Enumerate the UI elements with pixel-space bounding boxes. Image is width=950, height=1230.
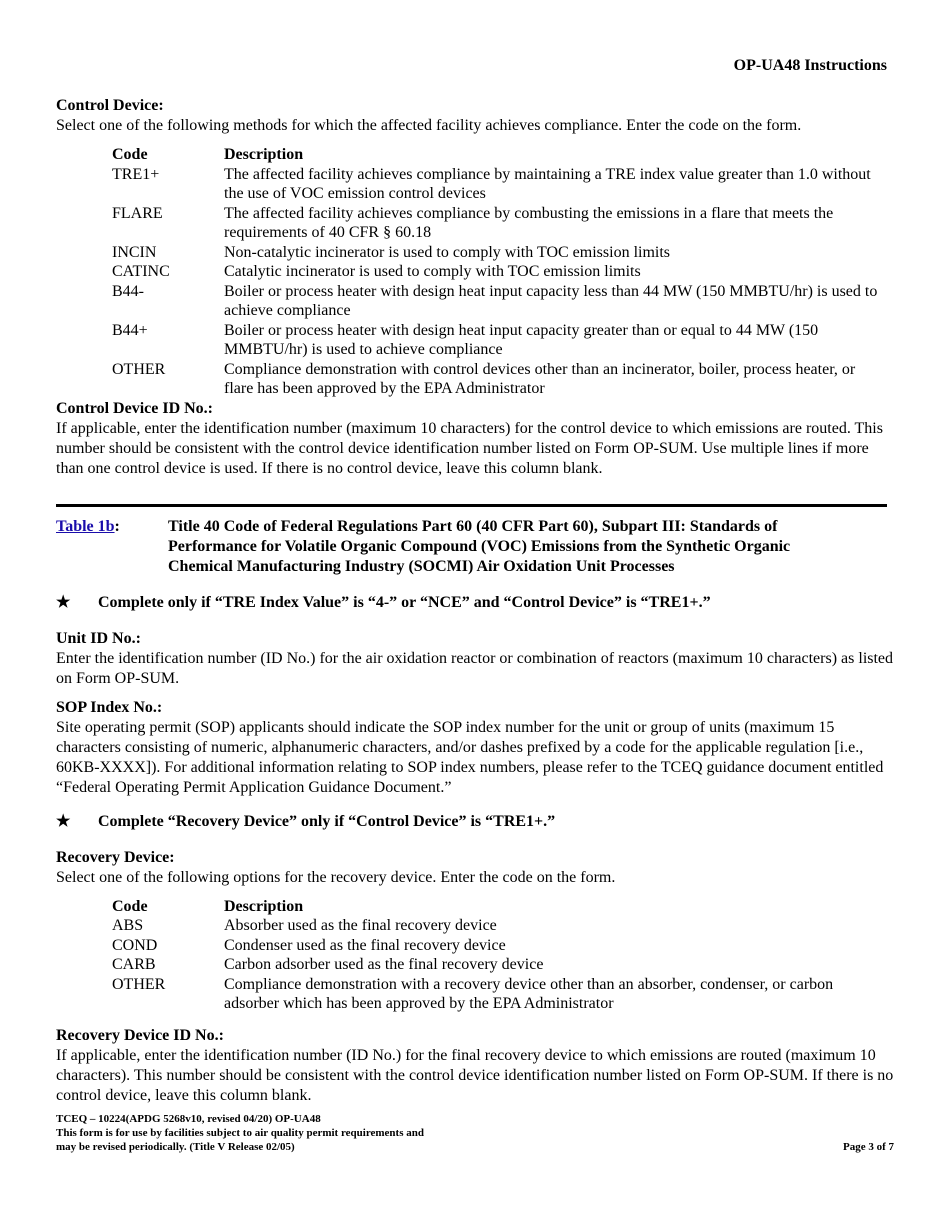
table-row	[112, 204, 886, 243]
code-cell: ABS	[112, 917, 144, 934]
table-row	[112, 321, 886, 360]
page-footer	[56, 1112, 894, 1154]
unit-id-heading: Unit ID No.:	[56, 629, 141, 647]
code-cell: OTHER	[112, 360, 166, 378]
code-cell: OTHER	[112, 975, 166, 993]
description-cell: Compliance demonstration with control devices other than an incinerator, boiler, process heater, or flare has been approved by the EPA Administrator	[224, 360, 856, 397]
recovery-device-heading: Recovery Device:	[56, 848, 175, 866]
recovery-device-code-table	[112, 897, 886, 1014]
description-cell: Absorber used as the final recovery device	[224, 917, 497, 934]
description-cell: Condenser used as the final recovery device	[224, 936, 506, 954]
description-cell: The affected facility achieves compliance by maintaining a TRE index value greater than 1.0 without the use of VOC emission control devices	[224, 165, 871, 202]
page-header-title: OP-UA48 Instructions	[733, 57, 887, 74]
instruction-note-text: Complete “Recovery Device” only if “Control Device” is “TRE1+.”	[98, 812, 556, 830]
code-column-header: Code	[112, 897, 148, 915]
table-row	[112, 165, 886, 204]
instruction-note	[56, 812, 894, 832]
description-cell: Catalytic incinerator is used to comply with TOC emission limits	[224, 263, 641, 280]
page-number: Page 3 of 7	[842, 1141, 894, 1153]
footer-notice-line-1: This form is for use by facilities subject to air quality permit requirements and	[56, 1127, 424, 1139]
description-cell: Boiler or process heater with design heat input capacity less than 44 MW (150 MMBTU/hr) is used to achieve compliance	[224, 282, 878, 319]
code-cell: INCIN	[112, 243, 157, 261]
description-column-header: Description	[224, 897, 304, 915]
table-row	[112, 916, 886, 936]
description-cell: Compliance demonstration with a recovery device other than an absorber, condenser, or carbon adsorber which has been approved by the EPA Administrator	[224, 975, 834, 1012]
table-1b-colon: :	[114, 517, 120, 535]
code-cell: B44-	[112, 282, 144, 300]
recovery-device-intro: Select one of the following options for the recovery device. Enter the code on the form.	[56, 868, 616, 886]
control-device-intro: Select one of the following methods for which the affected facility achieves compliance. Enter the code on the form.	[56, 117, 802, 134]
control-device-id-text: If applicable, enter the identification number (maximum 10 characters) for the control device to which emissions are routed. This number should be consistent with the control device identification number listed on Form OP-SUM. Use multiple lines if more than one control device is used. If there is no control device, leave this column blank.	[56, 419, 883, 477]
sop-index-text: Site operating permit (SOP) applicants should indicate the SOP index number for the unit or group of units (maximum 15 characters consisting of numeric, alphanumeric characters, and/or dashes prefixed by a code for the applicable regulation [i.e., 60KB-XXXX]). For additional information relating to SOP index numbers, please refer to the TCEQ guidance document entitled “Federal Operating Permit Application Guidance Document.”	[56, 718, 884, 796]
code-cell: CATINC	[112, 263, 170, 280]
table-row	[112, 955, 886, 975]
star-icon: ★	[56, 812, 71, 830]
table-row	[112, 975, 886, 1014]
code-cell: B44+	[112, 321, 148, 339]
control-device-heading: Control Device:	[56, 97, 164, 114]
description-cell: Carbon adsorber used as the final recovery device	[224, 956, 544, 973]
code-cell: FLARE	[112, 204, 163, 222]
description-cell: The affected facility achieves compliance by combusting the emissions in a flare that meets the requirements of 40 CFR § 60.18	[224, 204, 834, 241]
table-row	[112, 262, 886, 282]
code-cell: CARB	[112, 956, 156, 973]
code-column-header: Code	[112, 146, 148, 163]
footer-form-id: TCEQ – 10224(APDG 5268v10, revised 04/20) OP-UA48	[56, 1113, 321, 1125]
code-cell: COND	[112, 936, 158, 954]
recovery-device-id-text: If applicable, enter the identification number (ID No.) for the final recovery device to which emissions are routed (maximum 10 characters). This number should be consistent with the control device identification number listed on Form OP-SUM. If there is no control device, leave this column blank.	[56, 1046, 894, 1104]
footer-notice-line-2: may be revised periodically. (Title V Release 02/05)	[56, 1141, 295, 1153]
recovery-device-id-heading: Recovery Device ID No.:	[56, 1026, 224, 1044]
control-device-id-heading: Control Device ID No.:	[56, 399, 214, 417]
table-row	[112, 360, 886, 399]
instruction-note	[56, 593, 894, 613]
table-row	[112, 243, 886, 263]
table-row	[112, 282, 886, 321]
table-row	[112, 936, 886, 956]
description-cell: Non-catalytic incinerator is used to comply with TOC emission limits	[224, 243, 671, 261]
instruction-note-text: Complete only if “TRE Index Value” is “4-” or “NCE” and “Control Device” is “TRE1+.”	[98, 593, 711, 611]
code-cell: TRE1+	[112, 165, 160, 183]
control-device-code-table	[112, 145, 886, 399]
description-cell: Boiler or process heater with design heat input capacity greater than or equal to 44 MW (150 MMBTU/hr) is used to achieve compliance	[224, 321, 819, 358]
sop-index-heading: SOP Index No.:	[56, 698, 163, 716]
star-icon: ★	[56, 593, 71, 611]
table-1b-link[interactable]: Table 1b	[56, 517, 115, 535]
table-1b-title-block	[56, 517, 894, 577]
document-body	[56, 0, 894, 1106]
description-column-header: Description	[224, 146, 304, 163]
table-1b-title: Title 40 Code of Federal Regulations Part 60 (40 CFR Part 60), Subpart III: Standards of Performance for Volatile Organic Compound (VOC) Emissions from the Synthetic Organic Chemical Manufacturing Industry (SOCMI) Air Oxidation Unit Processes	[168, 517, 791, 575]
unit-id-text: Enter the identification number (ID No.) for the air oxidation reactor or combination of reactors (maximum 10 characters) as listed on Form OP-SUM.	[56, 649, 894, 687]
